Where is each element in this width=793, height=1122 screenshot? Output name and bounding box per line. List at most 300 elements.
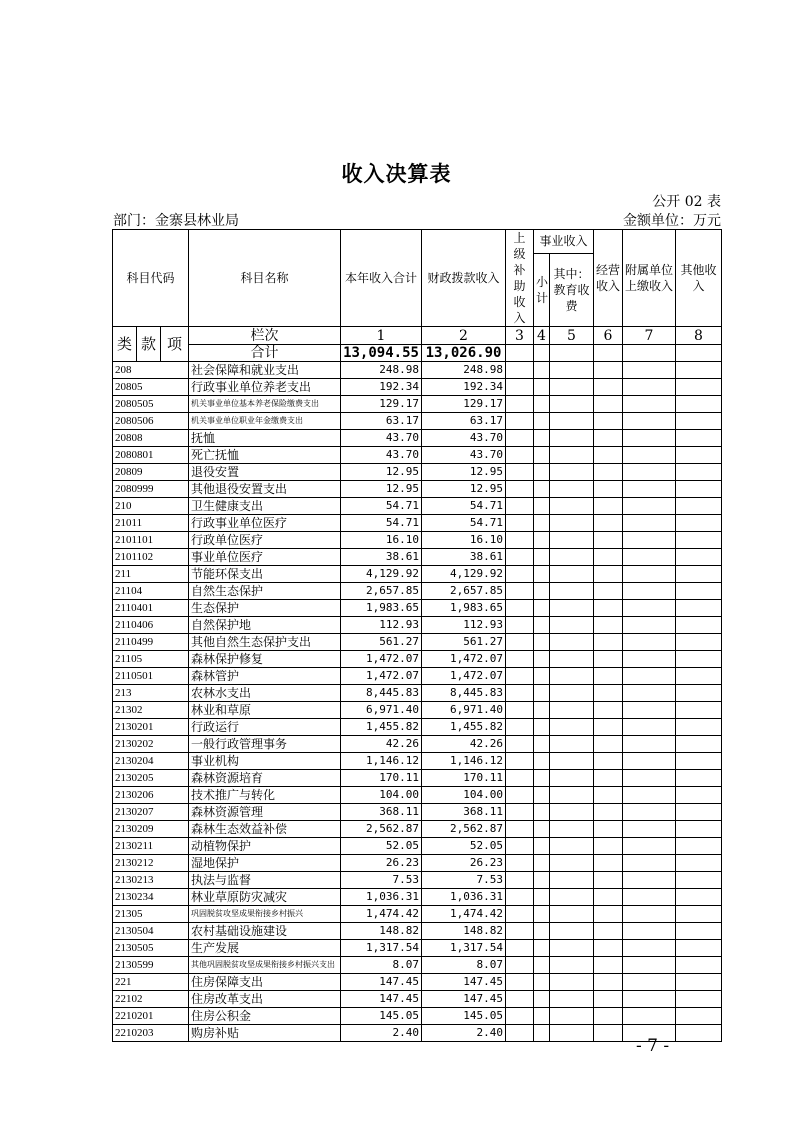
subject-name: 森林资源管理 [189,804,341,821]
empty-cell [623,447,676,464]
empty-cell [623,770,676,787]
year-income-total: 2.40 [341,1025,422,1042]
subject-code: 2130209 [113,821,189,838]
table-row [113,804,722,821]
table-row [113,532,722,549]
empty-cell [506,685,534,702]
fiscal-appropriation: 368.11 [422,804,506,821]
fiscal-appropriation: 16.10 [422,532,506,549]
subject-code: 20808 [113,430,189,447]
year-income-total: 2,657.85 [341,583,422,600]
empty-cell [623,974,676,991]
empty-cell [676,1008,722,1025]
empty-cell [676,566,722,583]
fiscal-appropriation: 2.40 [422,1025,506,1042]
subject-code: 208 [113,362,189,379]
empty-cell [594,430,623,447]
empty-cell [534,447,550,464]
empty-cell [623,430,676,447]
subject-name: 农林水支出 [189,685,341,702]
year-income-total: 52.05 [341,838,422,855]
empty-cell [534,413,550,430]
subject-code: 2130213 [113,872,189,889]
empty-cell [534,634,550,651]
fiscal-appropriation: 6,971.40 [422,702,506,719]
empty-cell [676,549,722,566]
year-income-total: 43.70 [341,430,422,447]
table-row [113,889,722,906]
empty-cell [594,617,623,634]
empty-cell [676,770,722,787]
empty-cell [594,1008,623,1025]
table-row [113,702,722,719]
empty-cell [594,515,623,532]
empty-cell [676,600,722,617]
empty-cell [623,617,676,634]
year-income-total: 12.95 [341,481,422,498]
empty-cell [534,362,550,379]
fiscal-appropriation: 2,657.85 [422,583,506,600]
subject-name: 住房公积金 [189,1008,341,1025]
header-lei: 类 [113,327,137,362]
empty-cell [534,753,550,770]
form-number: 公开 02 表 [652,194,721,210]
empty-cell [550,991,594,1008]
empty-cell [594,804,623,821]
subject-code: 21104 [113,583,189,600]
subject-code: 2130207 [113,804,189,821]
empty-cell [623,872,676,889]
empty-cell [506,549,534,566]
subject-code: 2130201 [113,719,189,736]
empty-cell [534,1008,550,1025]
subject-name: 其他自然生态保护支出 [189,634,341,651]
table-row [113,855,722,872]
empty-cell [534,1025,550,1042]
empty-cell [676,447,722,464]
empty-cell [623,736,676,753]
header-col1: 本年收入合计 [341,230,422,327]
total-label: 合计 [189,345,341,362]
empty-cell [534,957,550,974]
empty-cell [623,1008,676,1025]
empty-cell [676,702,722,719]
empty-cell [506,753,534,770]
year-income-total: 8.07 [341,957,422,974]
empty-cell [594,1025,623,1042]
table-row [113,362,722,379]
empty-cell [534,872,550,889]
subject-code: 2210203 [113,1025,189,1042]
table-row [113,651,722,668]
empty-cell [550,753,594,770]
empty-cell [623,634,676,651]
empty-cell [623,787,676,804]
empty-cell [676,379,722,396]
year-income-total: 1,983.65 [341,600,422,617]
empty-cell [550,736,594,753]
empty-cell [506,838,534,855]
page-title: 收入决算表 [341,162,452,186]
empty-cell [676,957,722,974]
empty-cell [594,838,623,855]
table-row [113,838,722,855]
fiscal-appropriation: 54.71 [422,515,506,532]
empty-cell [623,855,676,872]
subject-code: 2110401 [113,600,189,617]
fiscal-appropriation: 192.34 [422,379,506,396]
table-row [113,600,722,617]
subject-name: 林业和草原 [189,702,341,719]
subject-name: 其他退役安置支出 [189,481,341,498]
subject-code: 21302 [113,702,189,719]
fiscal-appropriation: 2,562.87 [422,821,506,838]
empty-cell [550,821,594,838]
header-lanci: 栏次 [189,327,341,345]
table-row [113,974,722,991]
fiscal-appropriation: 170.11 [422,770,506,787]
empty-cell [550,362,594,379]
fiscal-appropriation: 52.05 [422,838,506,855]
year-income-total: 368.11 [341,804,422,821]
empty-cell [534,396,550,413]
empty-cell [676,736,722,753]
income-table [112,229,722,1042]
year-income-total: 192.34 [341,379,422,396]
empty-cell [676,753,722,770]
subject-code: 2110501 [113,668,189,685]
empty-cell [676,787,722,804]
empty-cell [676,634,722,651]
table-row [113,583,722,600]
empty-cell [534,515,550,532]
empty-cell [550,940,594,957]
table-row [113,430,722,447]
table-row [113,447,722,464]
empty-cell [550,379,594,396]
empty-cell [594,685,623,702]
empty-cell [506,379,534,396]
empty-cell [506,770,534,787]
year-income-total: 1,455.82 [341,719,422,736]
fiscal-appropriation: 1,983.65 [422,600,506,617]
subject-name: 林业草原防灾减灾 [189,889,341,906]
empty-cell [534,498,550,515]
subject-code: 2130204 [113,753,189,770]
table-row [113,379,722,396]
empty-cell [623,838,676,855]
empty-cell [676,855,722,872]
fiscal-appropriation: 561.27 [422,634,506,651]
subject-name: 社会保障和就业支出 [189,362,341,379]
empty-cell [550,719,594,736]
empty-cell [534,923,550,940]
subject-name: 行政事业单位养老支出 [189,379,341,396]
subject-name: 卫生健康支出 [189,498,341,515]
empty-cell [506,923,534,940]
subject-name: 节能环保支出 [189,566,341,583]
empty-cell [506,447,534,464]
col-num-6: 6 [594,327,623,345]
year-income-total: 42.26 [341,736,422,753]
year-income-total: 1,472.07 [341,651,422,668]
empty-cell [676,991,722,1008]
empty-cell [550,889,594,906]
empty-cell [534,787,550,804]
year-income-total: 1,146.12 [341,753,422,770]
empty-cell [506,1025,534,1042]
subject-code: 21105 [113,651,189,668]
empty-cell [550,957,594,974]
empty-cell [506,566,534,583]
empty-cell [506,974,534,991]
empty-cell [506,719,534,736]
table-row [113,991,722,1008]
empty-cell [623,651,676,668]
empty-cell [506,957,534,974]
empty-cell [594,821,623,838]
empty-cell [550,481,594,498]
empty-cell [534,464,550,481]
empty-cell [506,362,534,379]
table-row [113,481,722,498]
empty-cell [623,498,676,515]
empty-cell [623,379,676,396]
empty-cell [676,889,722,906]
table-row [113,566,722,583]
empty-cell [676,515,722,532]
table-row [113,685,722,702]
empty-cell [550,396,594,413]
empty-cell [550,923,594,940]
subject-name: 事业单位医疗 [189,549,341,566]
empty-cell [534,736,550,753]
header-col5: 其中：教育收费 [550,253,594,326]
empty-cell [676,1025,722,1042]
empty-cell [506,821,534,838]
subject-name: 一般行政管理事务 [189,736,341,753]
empty-cell [550,974,594,991]
empty-cell [506,804,534,821]
subject-code: 22102 [113,991,189,1008]
empty-cell [623,549,676,566]
subject-code: 2130234 [113,889,189,906]
subject-code: 2101102 [113,549,189,566]
empty-cell [506,668,534,685]
empty-cell [676,498,722,515]
empty-cell [550,464,594,481]
year-income-total: 7.53 [341,872,422,889]
col-num-3: 3 [506,327,534,345]
fiscal-appropriation: 26.23 [422,855,506,872]
empty-cell [550,532,594,549]
col-num-2: 2 [422,327,506,345]
empty-cell [676,923,722,940]
empty-cell [506,498,534,515]
empty-cell [676,583,722,600]
table-row [113,753,722,770]
fiscal-appropriation: 1,472.07 [422,668,506,685]
empty-cell [534,617,550,634]
empty-cell [506,464,534,481]
empty-cell [623,719,676,736]
subject-code: 2080506 [113,413,189,430]
subject-name: 动植物保护 [189,838,341,855]
empty-cell [676,617,722,634]
empty-cell [506,396,534,413]
fiscal-appropriation: 148.82 [422,923,506,940]
subject-name: 事业机构 [189,753,341,770]
empty-cell [550,651,594,668]
empty-cell [676,821,722,838]
fiscal-appropriation: 8.07 [422,957,506,974]
subject-name: 机关事业单位职业年金缴费支出 [189,413,341,430]
year-income-total: 6,971.40 [341,702,422,719]
empty-cell [623,566,676,583]
empty-cell [676,940,722,957]
empty-cell [623,991,676,1008]
empty-cell [550,583,594,600]
empty-cell [623,906,676,923]
empty-cell [594,702,623,719]
empty-cell [594,855,623,872]
empty-cell [550,1025,594,1042]
empty-cell [623,396,676,413]
year-income-total: 4,129.92 [341,566,422,583]
header-code: 科目代码 [113,230,189,327]
year-income-total: 104.00 [341,787,422,804]
empty-cell [623,532,676,549]
empty-cell [506,889,534,906]
subject-name: 森林保护修复 [189,651,341,668]
fiscal-appropriation: 38.61 [422,549,506,566]
empty-cell [623,668,676,685]
table-row [113,787,722,804]
empty-cell [623,481,676,498]
subject-name: 行政单位医疗 [189,532,341,549]
empty-cell [623,957,676,974]
subject-name: 死亡抚恤 [189,447,341,464]
empty-cell [676,685,722,702]
empty-cell [676,362,722,379]
subject-code: 2130211 [113,838,189,855]
empty-cell [594,787,623,804]
empty-cell [594,668,623,685]
table-row [113,1025,722,1042]
empty-cell [594,413,623,430]
year-income-total: 129.17 [341,396,422,413]
subject-name: 购房补贴 [189,1025,341,1042]
table-row [113,923,722,940]
empty-cell [623,515,676,532]
subject-code: 2080999 [113,481,189,498]
header-kuan: 款 [137,327,161,362]
year-income-total: 38.61 [341,549,422,566]
fiscal-appropriation: 145.05 [422,1008,506,1025]
subject-name: 技术推广与转化 [189,787,341,804]
subject-code: 2130505 [113,940,189,957]
subject-name: 生产发展 [189,940,341,957]
subject-code: 2210201 [113,1008,189,1025]
empty-cell [534,940,550,957]
table-row [113,719,722,736]
table-row [113,668,722,685]
empty-cell [594,634,623,651]
fiscal-appropriation: 1,317.54 [422,940,506,957]
empty-cell [506,532,534,549]
empty-cell [623,600,676,617]
empty-cell [534,532,550,549]
empty-cell [550,855,594,872]
empty-cell [534,770,550,787]
fiscal-appropriation: 1,472.07 [422,651,506,668]
empty-cell [676,430,722,447]
empty-cell [594,532,623,549]
fiscal-appropriation: 1,474.42 [422,906,506,923]
year-income-total: 1,036.31 [341,889,422,906]
empty-cell [506,634,534,651]
empty-cell [676,906,722,923]
empty-cell [594,719,623,736]
table-row [113,821,722,838]
subject-code: 2101101 [113,532,189,549]
subject-name: 巩固脱贫攻坚成果衔接乡村振兴 [189,906,341,923]
empty-cell [594,583,623,600]
subject-code: 2080801 [113,447,189,464]
empty-cell [550,685,594,702]
empty-cell [676,872,722,889]
empty-cell [534,430,550,447]
total-col1: 13,094.55 [341,345,422,362]
fiscal-appropriation: 1,036.31 [422,889,506,906]
empty-cell [506,872,534,889]
empty-cell [550,634,594,651]
empty-cell [506,617,534,634]
empty-cell [594,498,623,515]
empty-cell [594,549,623,566]
empty-cell [594,872,623,889]
empty-cell [506,906,534,923]
subject-code: 2130504 [113,923,189,940]
subject-code: 21011 [113,515,189,532]
table-row [113,515,722,532]
empty-cell [594,736,623,753]
empty-cell [506,515,534,532]
empty-cell [594,447,623,464]
department-label: 部门：金寨县林业局 [113,213,239,229]
fiscal-appropriation: 4,129.92 [422,566,506,583]
empty-cell [534,600,550,617]
subject-name: 生态保护 [189,600,341,617]
fiscal-appropriation: 129.17 [422,396,506,413]
fiscal-appropriation: 63.17 [422,413,506,430]
empty-cell [550,549,594,566]
empty-cell [594,923,623,940]
empty-cell [550,804,594,821]
table-row [113,413,722,430]
subject-name: 行政事业单位医疗 [189,515,341,532]
table-row [113,736,722,753]
amount-unit-label: 金额单位：万元 [623,213,721,229]
empty-cell [506,413,534,430]
empty-cell [506,787,534,804]
header-col6: 经营收入 [594,230,623,327]
table-row [113,498,722,515]
empty-cell [534,583,550,600]
empty-cell [534,821,550,838]
fiscal-appropriation: 7.53 [422,872,506,889]
empty-cell [676,974,722,991]
